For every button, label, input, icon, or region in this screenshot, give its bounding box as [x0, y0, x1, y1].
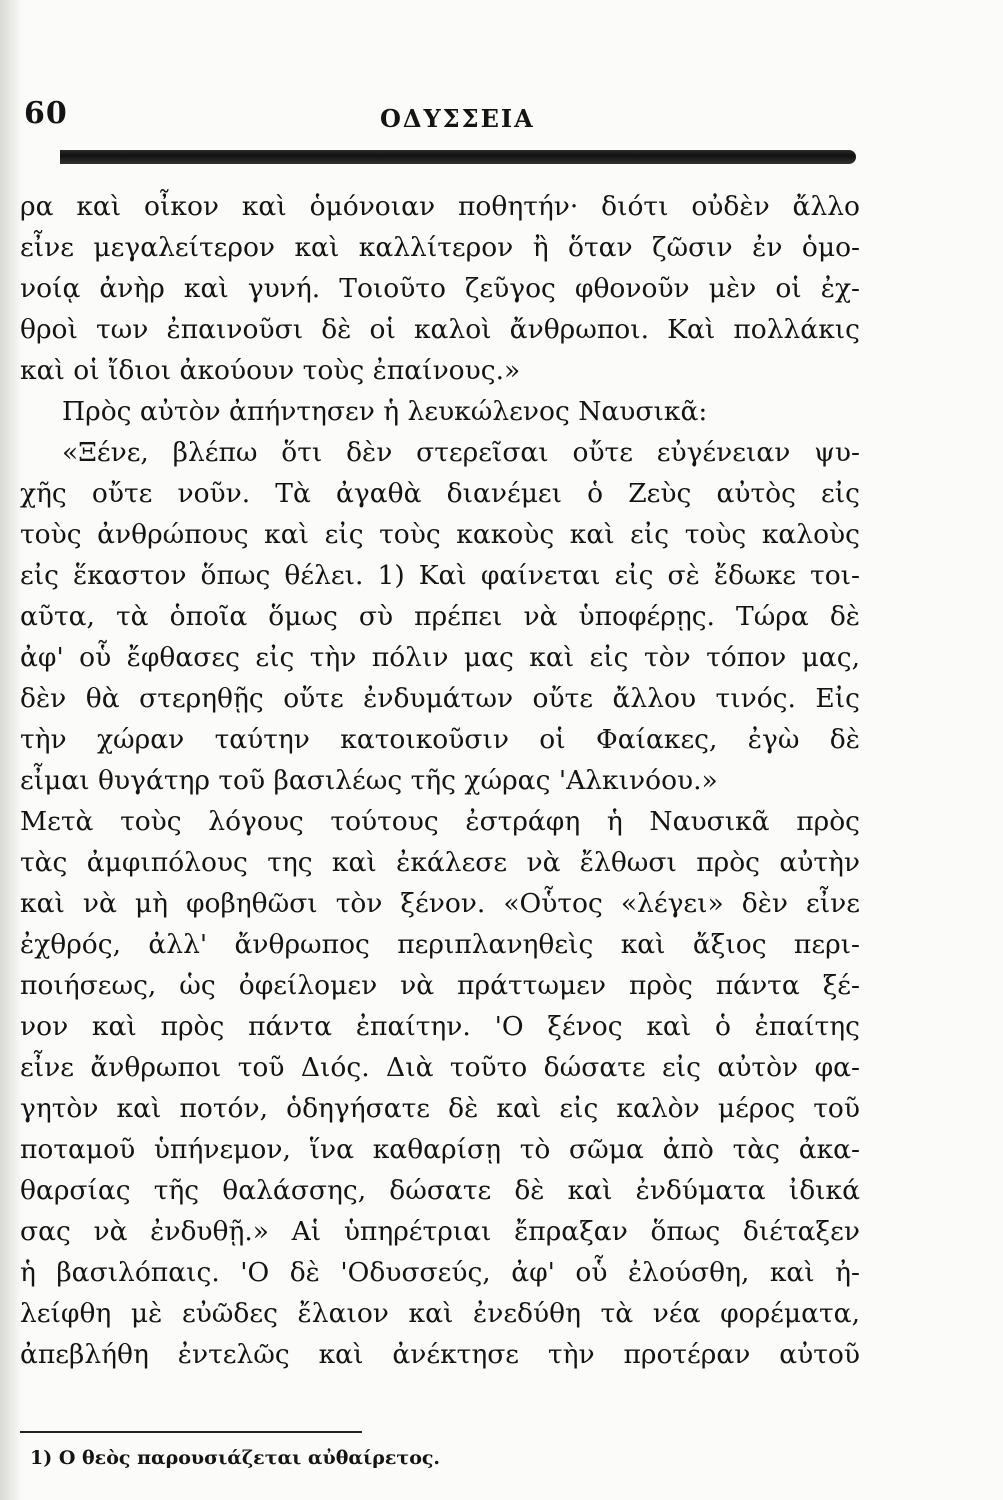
text-line: εἶνε ἄνθρωποι τοῦ Διός. Διὰ τοῦτο δώσατε εἰς αὐτὸν φα-: [20, 1052, 860, 1083]
text-line: ποιήσεως, ὡς ὀφείλομεν νὰ πράττωμεν πρὸς πάντα ξέ-: [20, 970, 860, 1001]
running-title: ΟΔΥΣΣΕΙΑ: [380, 104, 535, 133]
text-line: θαρσίας τῆς θαλάσσης, δώσατε δὲ καὶ ἐνδύματα ἰδικά: [20, 1175, 860, 1206]
text-line: ποταμοῦ ὑπήνεμον, ἵνα καθαρίσῃ τὸ σῶμα ἀπὸ τὰς ἀκα-: [20, 1134, 860, 1165]
footnote: 1) Ο θεὸς παρουσιάζεται αὐθαίρετος.: [30, 1447, 441, 1469]
text-line: ἀφ' οὗ ἔφθασες εἰς τὴν πόλιν μας καὶ εἰς τὸν τόπον μας,: [20, 642, 860, 673]
footnote-rule: [20, 1431, 362, 1433]
text-line: εἰς ἕκαστον ὅπως θέλει. 1) Καὶ φαίνεται εἰς σὲ ἔδωκε τοι-: [20, 560, 860, 591]
text-line: ἀπεβλήθη ἐντελῶς καὶ ἀνέκτησε τὴν προτέραν αὐτοῦ: [20, 1339, 860, 1370]
text-line: ἡ βασιλόπαις. 'Ο δὲ 'Οδυσσεύς, ἀφ' οὗ ἐλούσθη, καὶ ἠ-: [20, 1257, 860, 1288]
text-line: λείφθη μὲ εὐῶδες ἔλαιον καὶ ἐνεδύθη τὰ νέα φορέματα,: [20, 1298, 860, 1329]
text-line: καὶ οἱ ἴδιοι ἀκούουν τοὺς ἐπαίνους.»: [20, 355, 521, 386]
text-line: τοὺς ἀνθρώπους καὶ εἰς τοὺς κακοὺς καὶ εἰς τοὺς καλοὺς: [20, 519, 860, 550]
page-number: 60: [24, 96, 68, 131]
page-gutter-shadow: [0, 0, 22, 1500]
text-line: θροὶ των ἐπαινοῦσι δὲ οἱ καλοὶ ἄνθρωποι. Καὶ πολλάκις: [20, 314, 860, 345]
header-rule: [60, 150, 856, 164]
text-line: τὰς ἀμφιπόλους της καὶ ἐκάλεσε νὰ ἔλθωσι πρὸς αὐτὴν: [20, 847, 860, 878]
text-line: τὴν χώραν ταύτην κατοικοῦσιν οἱ Φαίακες, ἐγὼ δὲ: [20, 724, 860, 755]
text-line: «Ξένε, βλέπω ὅτι δὲν στερεῖσαι οὔτε εὐγένειαν ψυ-: [62, 437, 860, 468]
body-text: [20, 186, 860, 1375]
text-line: ρα καὶ οἶκον καὶ ὁμόνοιαν ποθητήν· διότι οὐδὲν ἄλλο: [20, 191, 860, 222]
text-line: Πρὸς αὐτὸν ἀπήντησεν ἡ λευκώλενος Ναυσικᾶ:: [62, 396, 708, 427]
text-line: ἐχθρός, ἀλλ' ἄνθρωπος περιπλανηθεὶς καὶ ἄξιος περι-: [20, 929, 860, 960]
text-line: γητὸν καὶ ποτόν, ὁδηγήσατε δὲ καὶ εἰς καλὸν μέρος τοῦ: [20, 1093, 860, 1124]
text-line: χῆς οὔτε νοῦν. Τὰ ἀγαθὰ διανέμει ὁ Ζεὺς αὐτὸς εἰς: [20, 478, 860, 509]
text-line: σας νὰ ἐνδυθῇ.» Αἱ ὑπηρέτριαι ἔπραξαν ὅπως διέταξεν: [20, 1216, 860, 1247]
text-line: Μετὰ τοὺς λόγους τούτους ἐστράφη ἡ Ναυσικᾶ πρὸς: [20, 806, 860, 837]
text-line: εἶμαι θυγάτηρ τοῦ βασιλέως τῆς χώρας 'Αλκινόου.»: [20, 765, 718, 796]
text-line: αῦτα, τὰ ὁποῖα ὅμως σὺ πρέπει νὰ ὑποφέρῃς. Τώρα δὲ: [20, 601, 860, 632]
text-line: καὶ νὰ μὴ φοβηθῶσι τὸν ξένον. «Οὗτος «λέγει» δὲν εἶνε: [20, 888, 860, 919]
text-line: εἶνε μεγαλείτερον καὶ καλλίτερον ἢ ὅταν ζῶσιν ἐν ὁμο-: [20, 232, 860, 263]
text-line: νον καὶ πρὸς πάντα ἐπαίτην. 'Ο ξένος καὶ ὁ ἐπαίτης: [20, 1011, 860, 1042]
text-line: νοίᾳ ἀνὴρ καὶ γυνή. Τοιοῦτο ζεῦγος φθονοῦν μὲν οἱ ἐχ-: [20, 273, 860, 304]
text-line: δὲν θὰ στερηθῇς οὔτε ἐνδυμάτων οὔτε ἄλλου τινός. Εἰς: [20, 683, 860, 714]
